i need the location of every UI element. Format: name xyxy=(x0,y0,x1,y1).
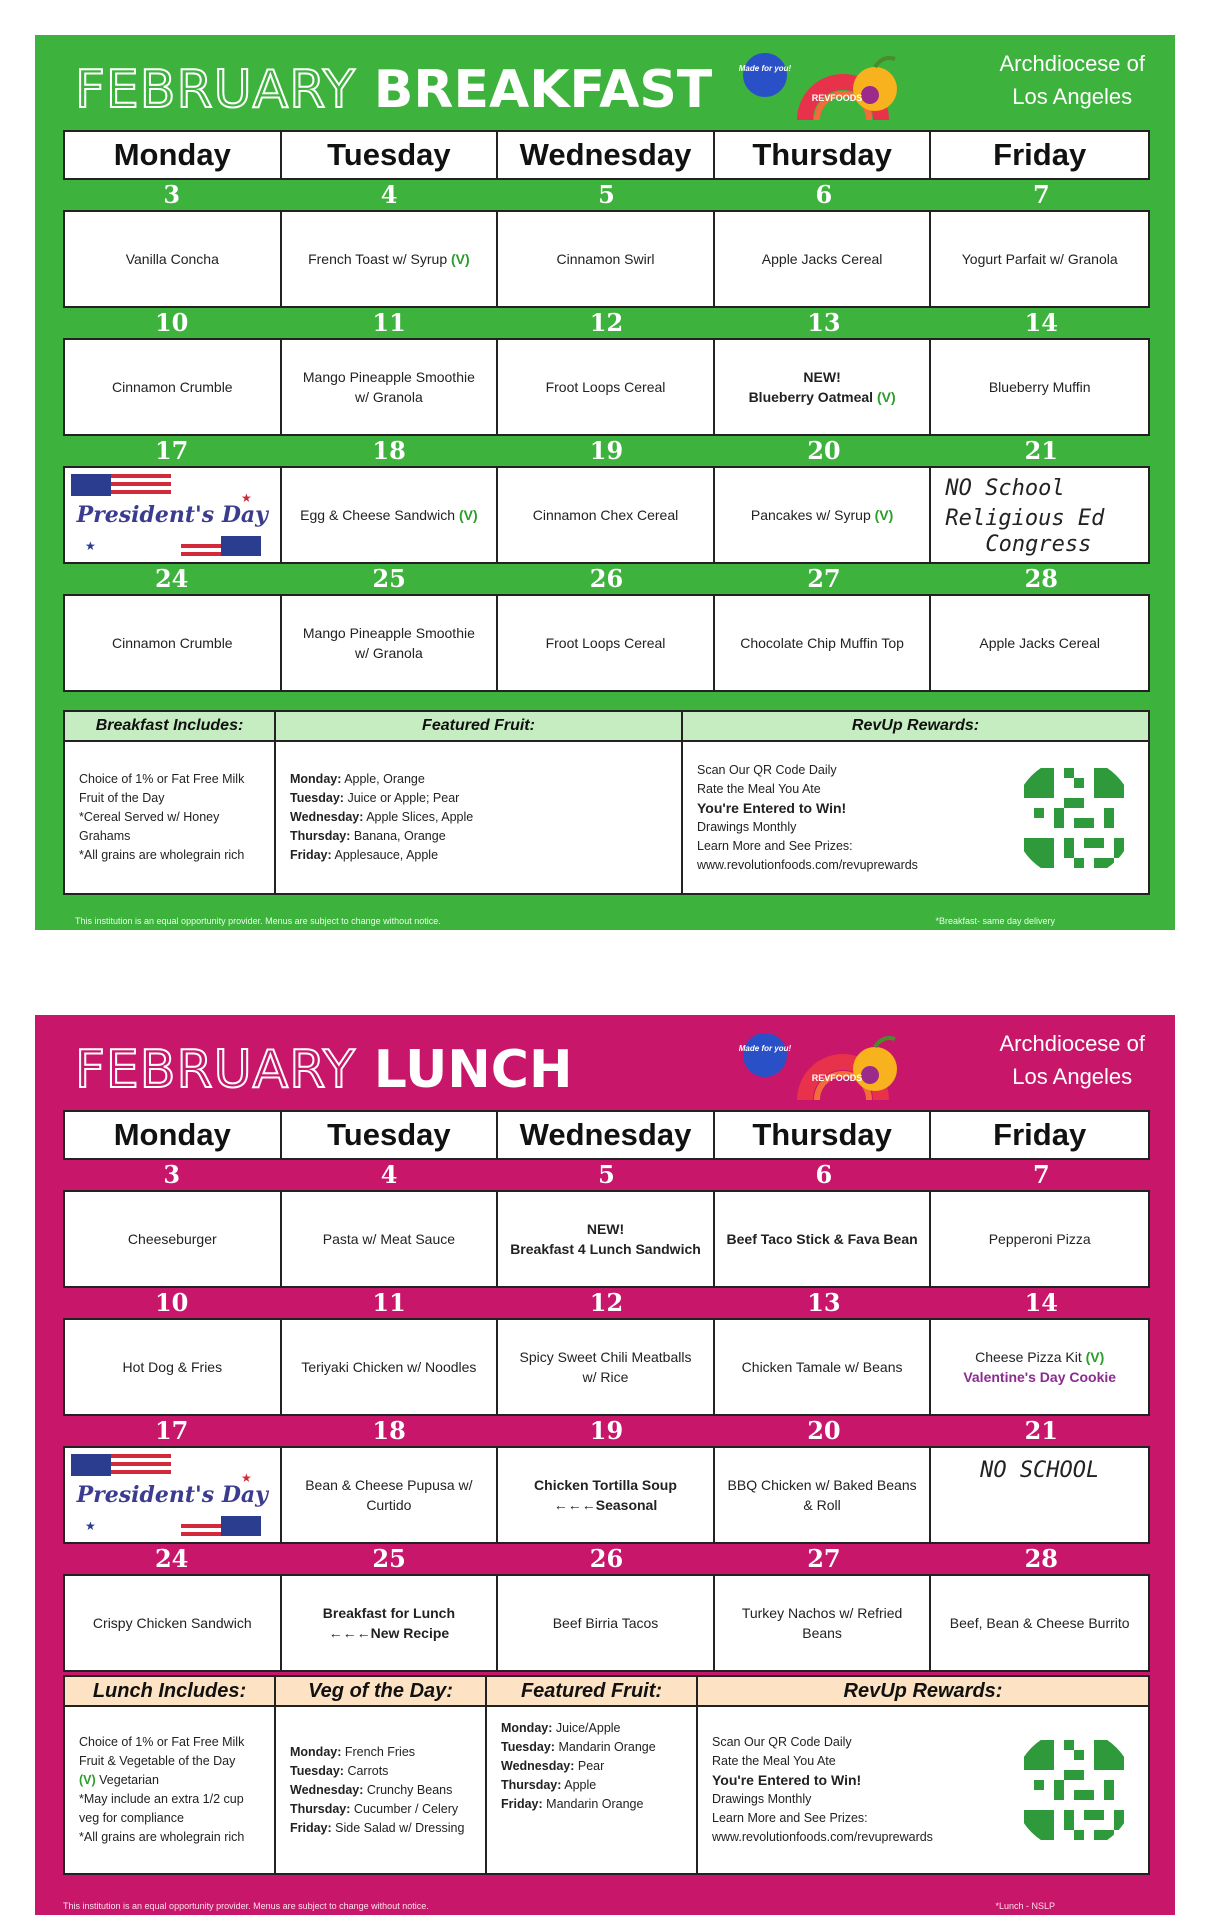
week-row xyxy=(63,180,1150,308)
meal-item: Blueberry Oatmeal xyxy=(748,389,874,405)
info-bodies xyxy=(65,742,1148,893)
date-number: 5 xyxy=(598,180,615,209)
date-number: 11 xyxy=(372,1288,406,1317)
revfoods-logo xyxy=(725,45,955,135)
includes-list xyxy=(65,1707,276,1873)
date-numbers xyxy=(63,1416,1150,1446)
meal-item: Chicken Tortilla Soup xyxy=(534,1477,677,1493)
meal-cell xyxy=(65,1320,282,1414)
veg-day: Tuesday: xyxy=(290,1763,344,1778)
org-line-2: Los Angeles xyxy=(1012,1064,1133,1089)
new-recipe-note: ←←←New Recipe xyxy=(328,1625,450,1641)
vegetarian-mark: (V) xyxy=(874,507,894,523)
meal-cell xyxy=(282,1192,499,1286)
rewards-line: Drawings Monthly xyxy=(697,819,797,834)
vegetarian-mark: (V) xyxy=(876,389,896,405)
date-number: 11 xyxy=(372,308,406,337)
week-row xyxy=(63,1288,1150,1416)
vegetarian-mark: (V) xyxy=(451,251,470,267)
date-number: 20 xyxy=(807,436,841,465)
date-number: 7 xyxy=(1032,1160,1050,1189)
meal-cell xyxy=(282,596,499,690)
vegetarian-mark: (V) xyxy=(458,507,478,523)
includes-item: Fruit & Vegetable of the Day xyxy=(79,1754,236,1768)
veg-heading: Veg of the Day: xyxy=(276,1677,487,1705)
veg-day: Friday: xyxy=(290,1820,332,1835)
weekday-tuesday: Tuesday xyxy=(282,1112,499,1158)
meal-item: Yogurt Parfait w/ Granola xyxy=(961,251,1118,267)
meal-cell xyxy=(931,1576,1148,1670)
date-number: 28 xyxy=(1024,564,1058,593)
veg-value: Carrots xyxy=(347,1763,389,1778)
fruit-day: Monday: xyxy=(501,1721,553,1735)
week-row xyxy=(63,564,1150,692)
fruit-day: Friday: xyxy=(290,848,332,862)
meal-cell xyxy=(715,596,932,690)
presidents-day-cell xyxy=(65,1448,282,1542)
weekday-wednesday: Wednesday xyxy=(498,132,715,178)
includes-item: *All grains are wholegrain rich xyxy=(79,1830,245,1844)
date-number: 28 xyxy=(1024,1544,1058,1573)
date-number: 14 xyxy=(1024,1288,1058,1317)
meal-item: French Toast w/ Syrup xyxy=(308,251,448,267)
date-number: 5 xyxy=(598,1160,615,1189)
rewards-heading: RevUp Rewards: xyxy=(698,1677,1148,1705)
vegetarian-mark: (V) xyxy=(1085,1349,1105,1365)
org-line-2: Los Angeles xyxy=(1012,84,1133,109)
info-headers xyxy=(65,712,1148,742)
fruit-day: Tuesday: xyxy=(290,791,344,805)
meal-row xyxy=(63,1574,1150,1672)
rewards-line: Rate the Meal You Ate xyxy=(712,1754,836,1768)
meal-cell xyxy=(715,1192,932,1286)
breakfast-menu xyxy=(0,0,1219,940)
meal-cell xyxy=(931,340,1148,434)
fruit-day: Monday: xyxy=(290,772,342,786)
date-number: 14 xyxy=(1024,308,1058,337)
presidents-day-graphic xyxy=(65,468,280,562)
meal-cell xyxy=(282,468,499,562)
presidents-day-graphic xyxy=(65,1448,280,1542)
meal-item: Apple Jacks Cereal xyxy=(979,635,1100,651)
no-school-cell xyxy=(931,1448,1148,1542)
meal-cell xyxy=(498,468,715,562)
featured-fruit-heading: Featured Fruit: xyxy=(276,712,683,740)
meal-cell xyxy=(931,1320,1148,1414)
meal-cell xyxy=(498,1576,715,1670)
meal-cell xyxy=(65,212,282,306)
date-numbers xyxy=(63,180,1150,210)
meal-cell xyxy=(282,340,499,434)
includes-list xyxy=(65,742,276,893)
weekday-friday: Friday xyxy=(993,1117,1087,1152)
meal-item: Beef Birria Tacos xyxy=(552,1615,659,1631)
meal-cell xyxy=(282,1320,499,1414)
fruit-day: Thursday: xyxy=(290,829,351,843)
meal-row xyxy=(63,466,1150,564)
meal-cell xyxy=(715,1576,932,1670)
presidents-day-label: President's Day xyxy=(76,502,268,528)
includes-heading: Lunch Includes: xyxy=(65,1677,276,1705)
date-numbers xyxy=(63,436,1150,466)
rewards-url[interactable]: www.revolutionfoods.com/revuprewards xyxy=(697,857,918,872)
meal-row xyxy=(63,210,1150,308)
meal-item: Cheese Pizza Kit xyxy=(975,1349,1082,1365)
meal-row xyxy=(63,1318,1150,1416)
date-number: 27 xyxy=(807,1544,841,1573)
date-numbers xyxy=(63,308,1150,338)
weekday-wednesday: Wednesday xyxy=(498,1112,715,1158)
fruit-value: Banana, Orange xyxy=(353,829,446,843)
title-meal: LUNCH xyxy=(373,1040,573,1100)
includes-item: *All grains are wholegrain rich xyxy=(79,848,245,862)
svg-text:REVFOODS: REVFOODS xyxy=(811,93,863,103)
title-month: FEBRUARY xyxy=(75,60,356,120)
rewards-line: Learn More and See Prizes: xyxy=(697,838,853,853)
footer-note: This institution is an equal opportunity provider. Menus are subject to change without notice. xyxy=(75,916,441,926)
presidents-day-label: President's Day xyxy=(76,1482,268,1508)
new-badge: NEW! xyxy=(803,369,841,385)
date-number: 4 xyxy=(380,180,398,209)
rewards-info xyxy=(683,742,1148,893)
meal-row xyxy=(63,594,1150,692)
meal-item: Chicken Tamale w/ Beans xyxy=(741,1359,903,1375)
lunch-sheet xyxy=(35,1015,1175,1915)
meal-item-line2: w/ Rice xyxy=(582,1369,629,1385)
no-school-cell xyxy=(931,468,1148,562)
rewards-line: Drawings Monthly xyxy=(712,1792,812,1806)
meal-item: Cheeseburger xyxy=(127,1231,217,1247)
fruit-value: Applesauce, Apple xyxy=(334,848,439,862)
includes-item: Choice of 1% or Fat Free Milk xyxy=(79,1735,245,1749)
date-number: 26 xyxy=(589,1544,624,1573)
includes-item: Choice of 1% or Fat Free Milk xyxy=(79,772,245,786)
date-number: 13 xyxy=(807,308,841,337)
meal-item: Teriyaki Chicken w/ Noodles xyxy=(301,1359,477,1375)
date-number: 3 xyxy=(163,180,181,209)
svg-text:★: ★ xyxy=(85,539,96,553)
rewards-line: Rate the Meal You Ate xyxy=(697,781,821,796)
footer-note: This institution is an equal opportunity provider. Menus are subject to change without notice. xyxy=(63,1901,429,1911)
date-number: 12 xyxy=(589,1288,624,1317)
rewards-line: Scan Our QR Code Daily xyxy=(697,762,837,777)
rewards-heading: RevUp Rewards: xyxy=(683,712,1148,740)
svg-text:REVFOODS: REVFOODS xyxy=(811,1073,863,1083)
rewards-line: Learn More and See Prizes: xyxy=(712,1811,868,1825)
title-month: FEBRUARY xyxy=(75,1040,356,1100)
meal-cell xyxy=(65,1576,282,1670)
veg-value: Cucumber / Celery xyxy=(353,1801,459,1816)
meal-row xyxy=(63,1190,1150,1288)
fruit-value: Mandarin Orange xyxy=(558,1740,656,1754)
date-number: 19 xyxy=(589,1416,624,1445)
fruit-day: Thursday: xyxy=(501,1778,562,1792)
date-number: 27 xyxy=(807,564,841,593)
veg-of-day-list xyxy=(276,1707,487,1873)
svg-text:★: ★ xyxy=(85,1519,96,1533)
date-number: 12 xyxy=(589,308,624,337)
meal-item: Beef Taco Stick & Fava Bean xyxy=(726,1231,918,1247)
includes-item: Fruit of the Day xyxy=(79,791,165,805)
meal-item: Vanilla Concha xyxy=(125,251,219,267)
page-title xyxy=(75,55,712,125)
weekday-tuesday: Tuesday xyxy=(282,132,499,178)
date-number: 25 xyxy=(372,1544,406,1573)
date-number: 17 xyxy=(154,1416,189,1445)
week-row xyxy=(63,1160,1150,1288)
weekday-monday: Monday xyxy=(65,132,282,178)
footer-program-note: *Lunch - NSLP xyxy=(995,1901,1055,1911)
rewards-line: You're Entered to Win! xyxy=(697,799,847,816)
date-number: 21 xyxy=(1024,1416,1058,1445)
weekday-thursday: Thursday xyxy=(715,132,932,178)
date-number: 24 xyxy=(154,564,189,593)
date-numbers xyxy=(63,1160,1150,1190)
date-number: 17 xyxy=(154,436,189,465)
meal-cell xyxy=(65,340,282,434)
meal-item: Pasta w/ Meat Sauce xyxy=(322,1231,456,1247)
org-line-1: Archdiocese of xyxy=(999,1031,1145,1056)
meal-cell xyxy=(931,212,1148,306)
date-number: 6 xyxy=(815,180,833,209)
veg-value: French Fries xyxy=(344,1744,416,1759)
meal-item: Egg & Cheese Sandwich xyxy=(300,507,456,523)
title-meal: BREAKFAST xyxy=(373,60,713,120)
meal-cell xyxy=(282,212,499,306)
weekday-header xyxy=(63,130,1150,180)
seasonal-note: ←←←Seasonal xyxy=(553,1497,658,1513)
weekday-thursday: Thursday xyxy=(715,1112,932,1158)
meal-row xyxy=(63,338,1150,436)
fruit-value: Apple, Orange xyxy=(344,772,425,786)
meal-item: Apple Jacks Cereal xyxy=(761,251,883,267)
page-title xyxy=(75,1035,573,1105)
meal-item: Cinnamon Crumble xyxy=(111,635,233,651)
includes-item: *Cereal Served w/ Honey Grahams xyxy=(79,810,220,843)
meal-cell xyxy=(498,1320,715,1414)
qr-code[interactable] xyxy=(1014,758,1134,878)
featured-fruit-heading: Featured Fruit: xyxy=(487,1677,698,1705)
date-number: 13 xyxy=(807,1288,841,1317)
date-number: 21 xyxy=(1024,436,1058,465)
date-number: 26 xyxy=(589,564,624,593)
meal-item: Mango Pineapple Smoothie xyxy=(302,625,475,641)
qr-code-graphic xyxy=(1014,758,1134,878)
meal-item-line2: w/ Granola xyxy=(355,645,423,661)
new-badge: NEW! xyxy=(586,1221,625,1237)
fruit-value: Apple Slices, Apple xyxy=(366,810,474,824)
includes-heading: Breakfast Includes: xyxy=(65,712,276,740)
date-number: 24 xyxy=(154,1544,189,1573)
weekday-friday: Friday xyxy=(993,137,1087,172)
featured-fruit-list xyxy=(276,742,683,893)
organization-name xyxy=(999,47,1145,113)
meal-item: Mango Pineapple Smoothie xyxy=(302,369,475,385)
week-row xyxy=(63,308,1150,436)
meal-item: Beef, Bean & Cheese Burrito xyxy=(949,1615,1130,1631)
lunch-info-panel xyxy=(63,1675,1150,1875)
rewards-line: Scan Our QR Code Daily xyxy=(712,1735,852,1749)
date-numbers xyxy=(63,1288,1150,1318)
fruit-day: Wednesday: xyxy=(501,1759,575,1773)
veg-value: Side Salad w/ Dressing xyxy=(335,1820,465,1835)
qr-code[interactable] xyxy=(1014,1730,1134,1850)
veg-value: Crunchy Beans xyxy=(366,1782,453,1797)
handwritten-note: NO SCHOOL xyxy=(980,1458,1100,1483)
meal-cell xyxy=(498,340,715,434)
lunch-menu xyxy=(0,980,1219,1922)
meal-cell xyxy=(498,1448,715,1542)
handwritten-note: NO School xyxy=(945,476,1065,501)
meal-item: Breakfast for Lunch xyxy=(322,1605,456,1621)
rewards-line: You're Entered to Win! xyxy=(712,1772,862,1788)
fruit-value: Juice or Apple; Pear xyxy=(347,791,460,805)
meal-cell xyxy=(931,1192,1148,1286)
qr-code-graphic xyxy=(1014,1730,1134,1850)
meal-cell xyxy=(715,1320,932,1414)
breakfast-calendar xyxy=(63,130,1150,692)
meal-item: Pancakes w/ Syrup xyxy=(750,507,871,523)
svg-text:★: ★ xyxy=(241,491,252,505)
org-line-1: Archdiocese of xyxy=(999,51,1145,76)
meal-item: Cinnamon Chex Cereal xyxy=(532,507,679,523)
svg-text:★: ★ xyxy=(241,1471,252,1485)
meal-cell xyxy=(498,1192,715,1286)
meal-cell xyxy=(715,468,932,562)
date-number: 6 xyxy=(815,1160,833,1189)
meal-cell xyxy=(498,212,715,306)
date-number: 20 xyxy=(807,1416,841,1445)
includes-item: Vegetarian xyxy=(99,1773,159,1787)
week-row xyxy=(63,436,1150,564)
date-number: 3 xyxy=(163,1160,181,1189)
date-number: 7 xyxy=(1032,180,1050,209)
weekday-header xyxy=(63,1110,1150,1160)
meal-item-line2: w/ Granola xyxy=(355,389,423,405)
lunch-calendar xyxy=(63,1110,1150,1672)
meal-item: Bean & Cheese Pupusa w/ Curtido xyxy=(305,1477,473,1513)
meal-item: Chocolate Chip Muffin Top xyxy=(740,635,904,651)
featured-fruit-list xyxy=(487,1707,698,1873)
presidents-day-cell xyxy=(65,468,282,562)
fruit-day: Tuesday: xyxy=(501,1740,555,1754)
fruit-value: Apple xyxy=(564,1778,597,1792)
meal-item: Froot Loops Cereal xyxy=(545,635,666,651)
date-numbers xyxy=(63,1544,1150,1574)
veg-day: Thursday: xyxy=(290,1801,351,1816)
date-number: 10 xyxy=(154,308,189,337)
meal-item: Cinnamon Crumble xyxy=(111,379,233,395)
svg-text:Made for you!: Made for you! xyxy=(738,1044,792,1053)
meal-cell xyxy=(65,1192,282,1286)
revfoods-logo xyxy=(725,1025,955,1115)
meal-item: BBQ Chicken w/ Baked Beans & Roll xyxy=(727,1477,917,1513)
breakfast-info-panel xyxy=(63,710,1150,895)
meal-item: Froot Loops Cereal xyxy=(545,379,666,395)
footer-delivery-note: *Breakfast- same day delivery xyxy=(935,916,1055,926)
meal-cell xyxy=(282,1448,499,1542)
date-number: 4 xyxy=(380,1160,398,1189)
date-number: 10 xyxy=(154,1288,189,1317)
meal-item: Breakfast 4 Lunch Sandwich xyxy=(510,1241,701,1257)
includes-item: *May include an extra 1/2 cup veg for compliance xyxy=(79,1792,244,1825)
meal-cell xyxy=(715,1448,932,1542)
valentines-treat: Valentine's Day Cookie xyxy=(963,1369,1117,1385)
date-number: 18 xyxy=(372,1416,406,1445)
meal-cell xyxy=(931,596,1148,690)
fruit-value: Juice/Apple xyxy=(555,1721,621,1735)
rewards-url[interactable]: www.revolutionfoods.com/revuprewards xyxy=(712,1830,933,1844)
handwritten-note: Religious Ed xyxy=(945,506,1105,531)
organization-name xyxy=(999,1027,1145,1093)
meal-cell xyxy=(65,596,282,690)
meal-item: Blueberry Muffin xyxy=(988,379,1091,395)
meal-item: Crispy Chicken Sandwich xyxy=(92,1615,252,1631)
week-row xyxy=(63,1416,1150,1544)
meal-item: Spicy Sweet Chili Meatballs xyxy=(519,1349,692,1365)
meal-item: Cinnamon Swirl xyxy=(556,251,655,267)
date-number: 19 xyxy=(589,436,624,465)
meal-item: Pepperoni Pizza xyxy=(988,1231,1091,1247)
meal-cell xyxy=(715,212,932,306)
date-numbers xyxy=(63,564,1150,594)
breakfast-sheet xyxy=(35,35,1175,930)
vegetarian-mark: (V) xyxy=(79,1773,96,1787)
date-number: 25 xyxy=(372,564,406,593)
week-row xyxy=(63,1544,1150,1672)
meal-cell xyxy=(715,340,932,434)
veg-day: Monday: xyxy=(290,1744,342,1759)
weekday-monday: Monday xyxy=(65,1112,282,1158)
meal-cell xyxy=(282,1576,499,1670)
date-number: 18 xyxy=(372,436,406,465)
handwritten-note: Congress xyxy=(985,532,1092,557)
info-bodies xyxy=(65,1707,1148,1873)
meal-item: Turkey Nachos w/ Refried Beans xyxy=(741,1605,903,1641)
meal-item: Hot Dog & Fries xyxy=(122,1359,223,1375)
fruit-day: Wednesday: xyxy=(290,810,364,824)
veg-day: Wednesday: xyxy=(290,1782,364,1797)
fruit-value: Mandarin Orange xyxy=(546,1797,644,1811)
fruit-day: Friday: xyxy=(501,1797,543,1811)
svg-text:Made for you!: Made for you! xyxy=(738,64,792,73)
info-headers xyxy=(65,1677,1148,1707)
rewards-info xyxy=(698,1707,1148,1873)
meal-row xyxy=(63,1446,1150,1544)
fruit-value: Pear xyxy=(577,1759,605,1773)
meal-cell xyxy=(498,596,715,690)
